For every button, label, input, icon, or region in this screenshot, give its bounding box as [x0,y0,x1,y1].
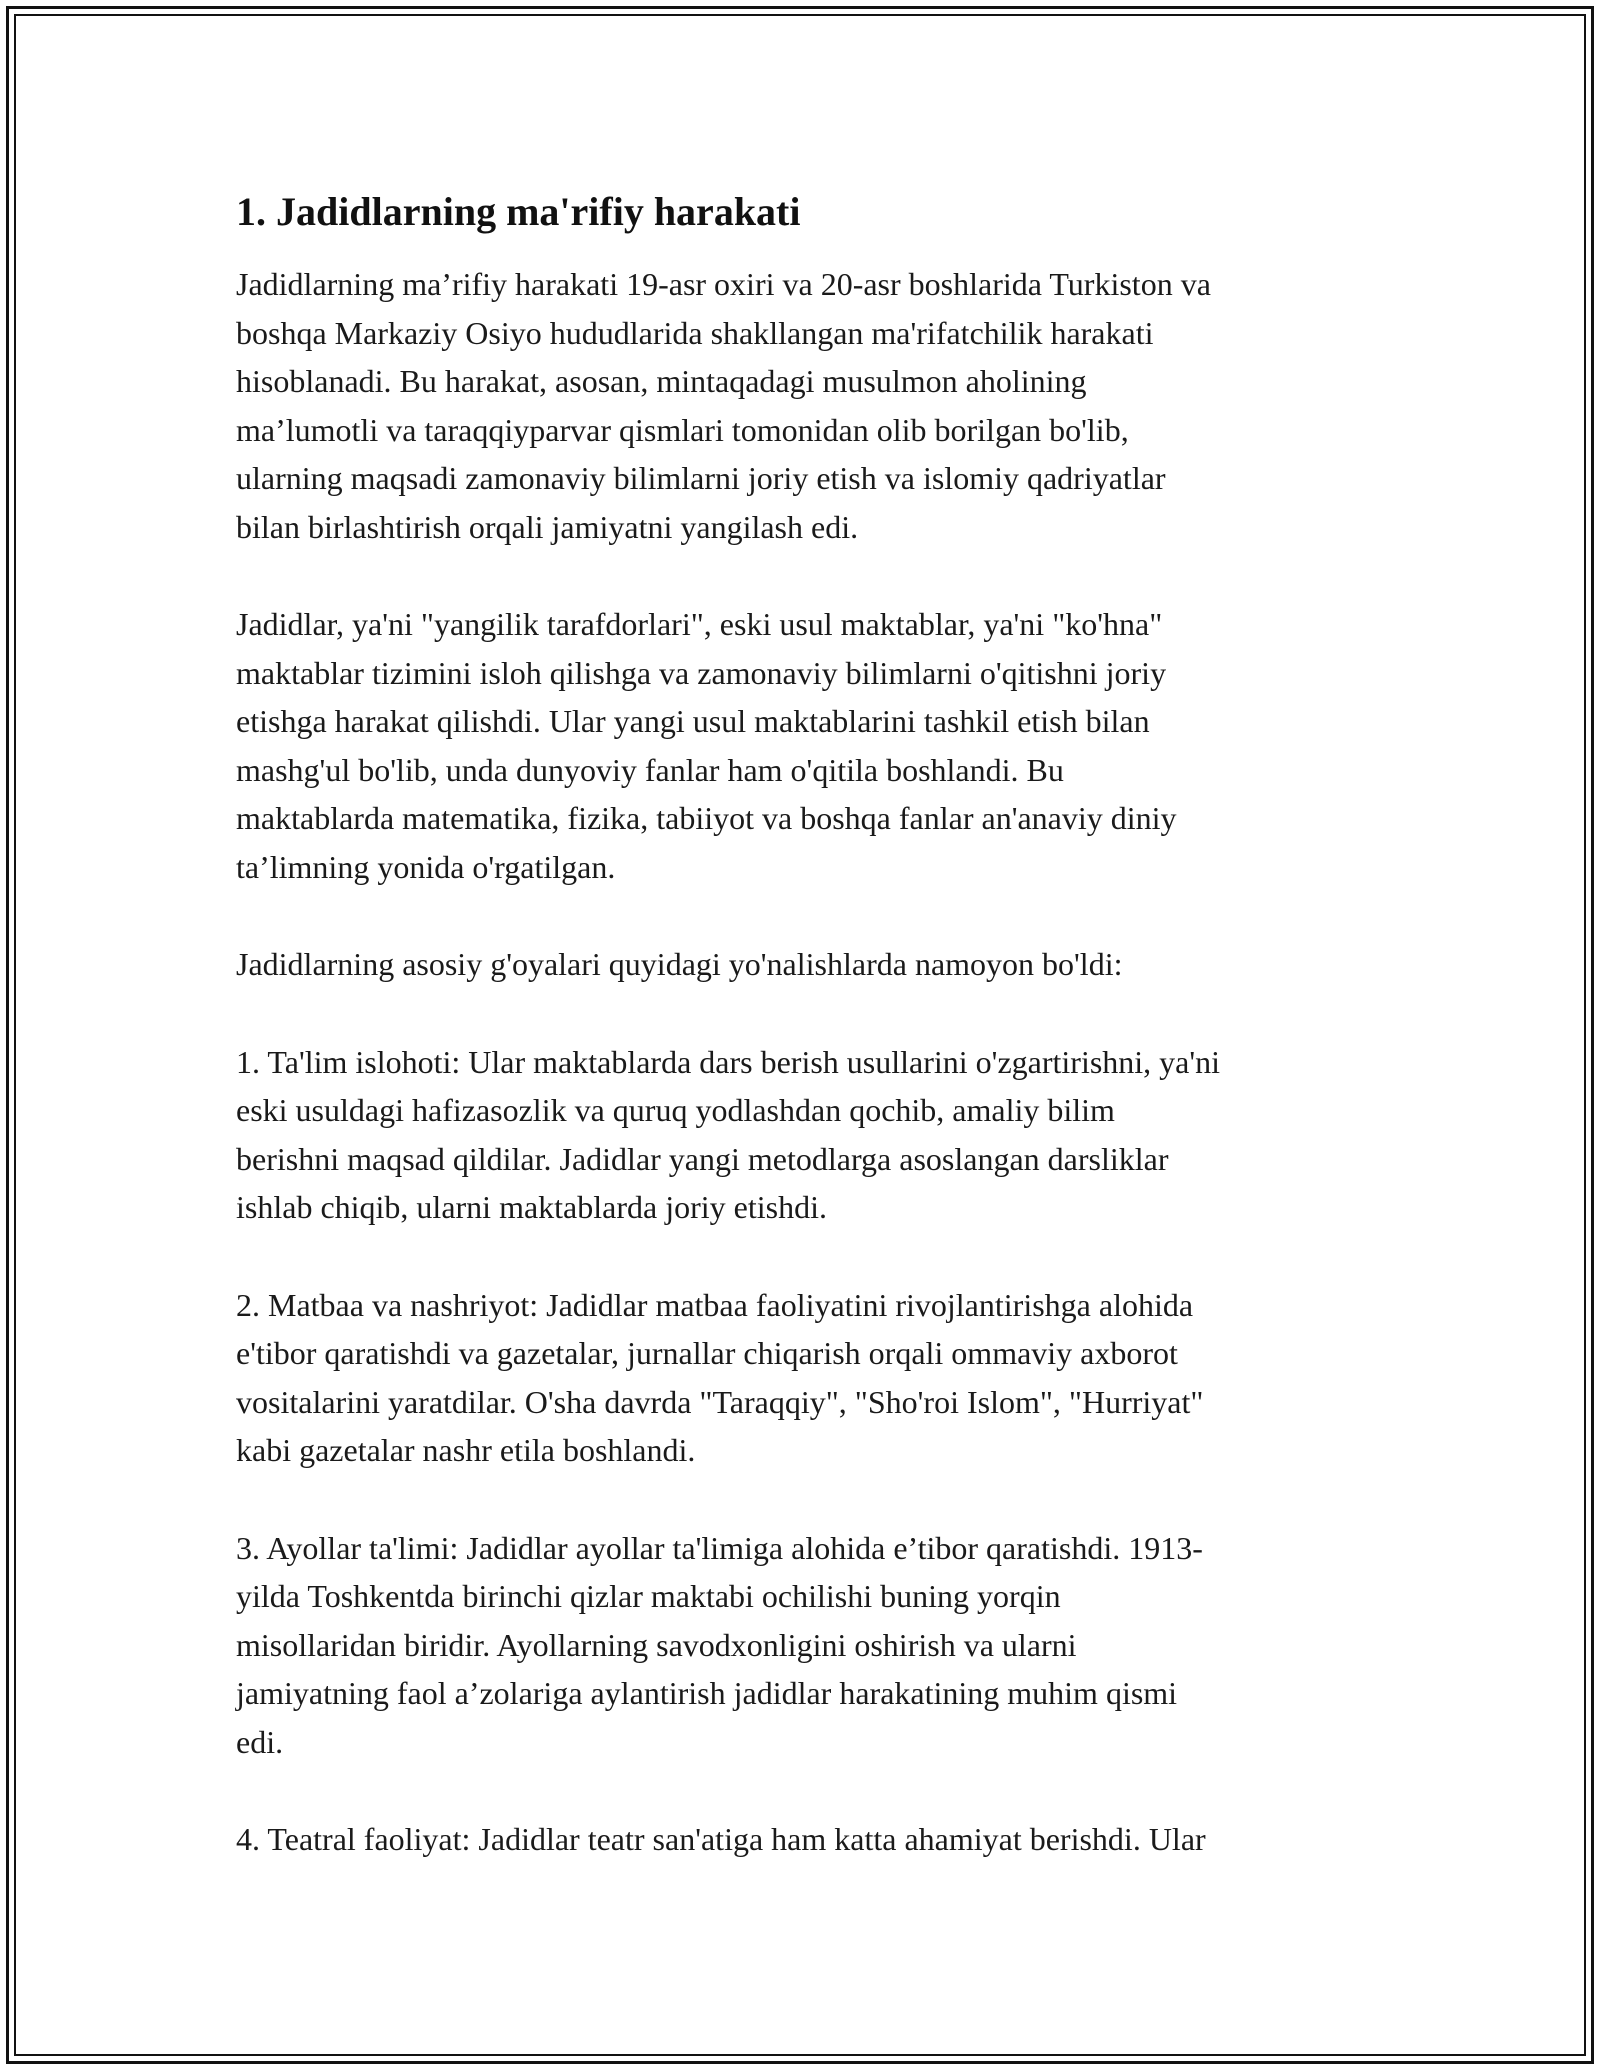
paragraph-main-ideas: Jadidlarning asosiy g'oyalari quyidagi yo'nalishlarda namoyon bo'ldi: [236,946,1123,982]
list-item-press-publishing: 2. Matbaa va nashriyot: Jadidlar matbaa faoliyatini rivojlantirishga alohida e'tibor qaratishdi va gazetalar, jurnallar chiqarish orqali ommaviy axborot vositalarini yaratdilar. O'sha davrda "Taraqqiy", "Sho'roi Islom", "Hurriyat" kabi gazetalar nashr etila boshlandi. [236,1286,1204,1468]
section-heading: 1. Jadidlarning ma'rifiy harakati [236,189,801,234]
list-item-theatre: 4. Teatral faoliyat: Jadidlar teatr san'atiga ham katta ahamiyat berishdi. Ular [236,1821,1206,1857]
paragraph-intro: Jadidlarning ma’rifiy harakati 19-asr oxiri va 20-asr boshlarida Turkiston va boshqa Markaziy Osiyo hududlarida shakllangan ma'rifatchilik harakati hisoblanadi. Bu harakat, asosan, mintaqadagi musulmon aholining ma’lumotli va taraqqiyparvar qismlari tomonidan olib borilgan bo'lib, ularning maqsadi zamonaviy bilimlarni joriy etish va islomiy qadriyatlar bilan birlashtirish orqali jamiyatni yangilash edi. [236,266,1211,545]
paragraph-jadidlar: Jadidlar, ya'ni "yangilik tarafdorlari", eski usul maktablar, ya'ni "ko'hna" maktablar tizimini isloh qilishga va zamonaviy bilimlarni o'qitishni joriy etishga harakat qilishdi. Ular yangi usul maktablarini tashkil etish bilan mashg'ul bo'lib, unda dunyoviy fanlar ham o'qitila boshlandi. Bu maktablarda matematika, fizika, tabiiyot va boshqa fanlar an'anaviy diniy ta’limning yonida o'rgatilgan. [236,606,1177,885]
document-body [236,186,1376,1913]
list-item-education-reform: 1. Ta'lim islohoti: Ular maktablarda dars berish usullarini o'zgartirishni, ya'ni eski usuldagi hafizasozlik va quruq yodlashdan qochib, amaliy bilim berishni maqsad qildilar. Jadidlar yangi metodlarga asoslangan darsliklar ishlab chiqib, ularni maktablarda joriy etishdi. [236,1043,1221,1225]
list-item-women-education: 3. Ayollar ta'limi: Jadidlar ayollar ta'limiga alohida e’tibor qaratishdi. 1913- yilda Toshkentda birinchi qizlar maktabi ochilishi buning yorqin misollaridan biridir. Ayollarning savodxonligini oshirish va ularni jamiyatning faol a’zolariga aylantirish jadidlar harakatining muhim qismi edi. [236,1529,1203,1760]
